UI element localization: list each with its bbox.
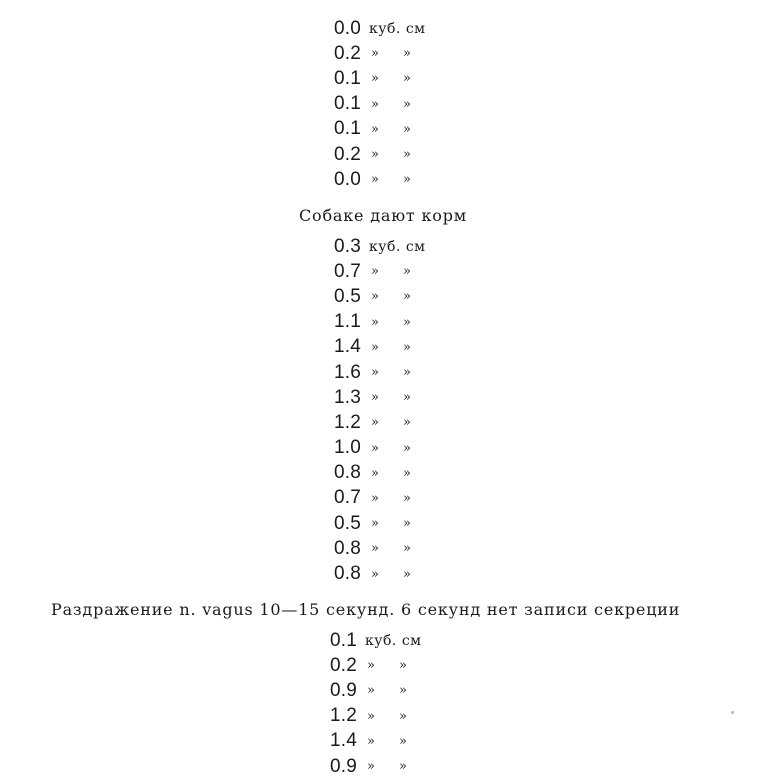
measurement-value: 0.1	[334, 118, 362, 140]
ditto-mark: »	[403, 289, 411, 305]
ditto-mark: »	[403, 465, 411, 481]
ditto-mark: »	[399, 708, 407, 724]
measurement-value: 0.8	[334, 563, 362, 585]
measurement-row	[330, 678, 422, 703]
measurement-value: 0.1	[334, 67, 362, 89]
ditto-mark: »	[371, 46, 379, 62]
measurement-row	[330, 653, 422, 678]
ditto-mark: »	[371, 121, 379, 137]
measurement-row	[334, 385, 426, 410]
ditto-mark: »	[403, 390, 411, 406]
measurement-value: 1.4	[330, 730, 358, 752]
measurement-row	[334, 259, 426, 284]
measurement-value: 0.8	[334, 537, 362, 559]
measurement-row	[334, 16, 426, 41]
ditto-mark: »	[371, 566, 379, 582]
ditto-mark: »	[403, 172, 411, 188]
ditto-mark: »	[371, 172, 379, 188]
ditto-mark: »	[367, 658, 375, 674]
ditto-mark: »	[399, 759, 407, 775]
measurement-value: 0.3	[334, 235, 362, 257]
measurement-value: 1.0	[334, 437, 362, 459]
ditto-mark: »	[403, 566, 411, 582]
ditto-mark: »	[399, 683, 407, 699]
ditto-mark: »	[371, 390, 379, 406]
unit-label: куб. см	[369, 238, 426, 255]
measurement-row	[334, 142, 426, 167]
ditto-mark: »	[403, 541, 411, 557]
ditto-mark: »	[371, 516, 379, 532]
print-speck	[731, 711, 734, 714]
measurement-row	[334, 41, 426, 66]
ditto-mark: »	[403, 96, 411, 112]
measurement-value: 0.8	[334, 462, 362, 484]
measurement-value: 1.3	[334, 386, 362, 408]
measurement-row	[334, 461, 426, 486]
ditto-mark: »	[403, 365, 411, 381]
measurement-row	[334, 536, 426, 561]
ditto-mark: »	[371, 415, 379, 431]
measurement-row	[334, 410, 426, 435]
measurement-row	[330, 704, 422, 729]
measurement-value: 0.7	[334, 487, 362, 509]
ditto-mark: »	[371, 541, 379, 557]
ditto-mark: »	[403, 264, 411, 280]
measurement-value: 0.7	[334, 260, 362, 282]
ditto-mark: »	[371, 440, 379, 456]
ditto-mark: »	[403, 490, 411, 506]
unit-label: куб. см	[365, 632, 422, 649]
measurement-row	[330, 754, 422, 779]
ditto-mark: »	[371, 264, 379, 280]
measurement-row	[334, 284, 426, 309]
measurement-value: 0.2	[330, 654, 358, 676]
measurement-value: 1.2	[330, 705, 358, 727]
unit-label: куб. см	[369, 20, 426, 37]
ditto-mark: »	[403, 440, 411, 456]
measurement-value: 1.2	[334, 411, 362, 433]
ditto-mark: »	[371, 314, 379, 330]
measurement-row	[334, 234, 426, 259]
ditto-mark: »	[371, 147, 379, 163]
ditto-mark: »	[371, 365, 379, 381]
ditto-mark: »	[399, 733, 407, 749]
measurement-value: 0.9	[330, 679, 358, 701]
measurement-value: 0.5	[334, 285, 362, 307]
measurement-row	[330, 729, 422, 754]
ditto-mark: »	[371, 71, 379, 87]
measurement-value: 0.2	[334, 42, 362, 64]
measurement-value: 0.2	[334, 143, 362, 165]
measurement-row	[330, 628, 422, 653]
ditto-mark: »	[371, 465, 379, 481]
measurement-row	[334, 167, 426, 192]
ditto-mark: »	[371, 339, 379, 355]
measurement-row	[334, 117, 426, 142]
ditto-mark: »	[403, 121, 411, 137]
heading-vagus: Раздражение n. vagus 10—15 секунд. 6 секунд нет записи секреции	[51, 600, 681, 619]
measurement-block-2	[334, 234, 426, 587]
heading-feed: Собаке дают корм	[299, 206, 467, 225]
measurement-row	[334, 561, 426, 586]
measurement-value: 0.0	[334, 168, 362, 190]
measurement-row	[334, 486, 426, 511]
ditto-mark: »	[371, 96, 379, 112]
measurement-value: 1.1	[334, 311, 362, 333]
measurement-row	[334, 92, 426, 117]
measurement-value: 0.1	[330, 629, 358, 651]
ditto-mark: »	[403, 516, 411, 532]
ditto-mark: »	[403, 71, 411, 87]
ditto-mark: »	[403, 415, 411, 431]
ditto-mark: »	[403, 339, 411, 355]
measurement-row	[334, 436, 426, 461]
measurement-row	[334, 360, 426, 385]
measurement-value: 0.0	[334, 17, 362, 39]
ditto-mark: »	[399, 658, 407, 674]
measurement-row	[334, 66, 426, 91]
measurement-row	[334, 511, 426, 536]
measurement-row	[334, 335, 426, 360]
ditto-mark: »	[367, 733, 375, 749]
ditto-mark: »	[403, 147, 411, 163]
measurement-value: 1.6	[334, 361, 362, 383]
ditto-mark: »	[403, 314, 411, 330]
measurement-block-3	[330, 628, 422, 779]
ditto-mark: »	[367, 708, 375, 724]
ditto-mark: »	[371, 289, 379, 305]
ditto-mark: »	[403, 46, 411, 62]
measurement-value: 0.9	[330, 755, 358, 777]
measurement-block-1	[334, 16, 426, 192]
ditto-mark: »	[367, 683, 375, 699]
measurement-value: 0.5	[334, 512, 362, 534]
ditto-mark: »	[371, 490, 379, 506]
measurement-value: 1.4	[334, 336, 362, 358]
measurement-value: 0.1	[334, 93, 362, 115]
measurement-row	[334, 310, 426, 335]
ditto-mark: »	[367, 759, 375, 775]
